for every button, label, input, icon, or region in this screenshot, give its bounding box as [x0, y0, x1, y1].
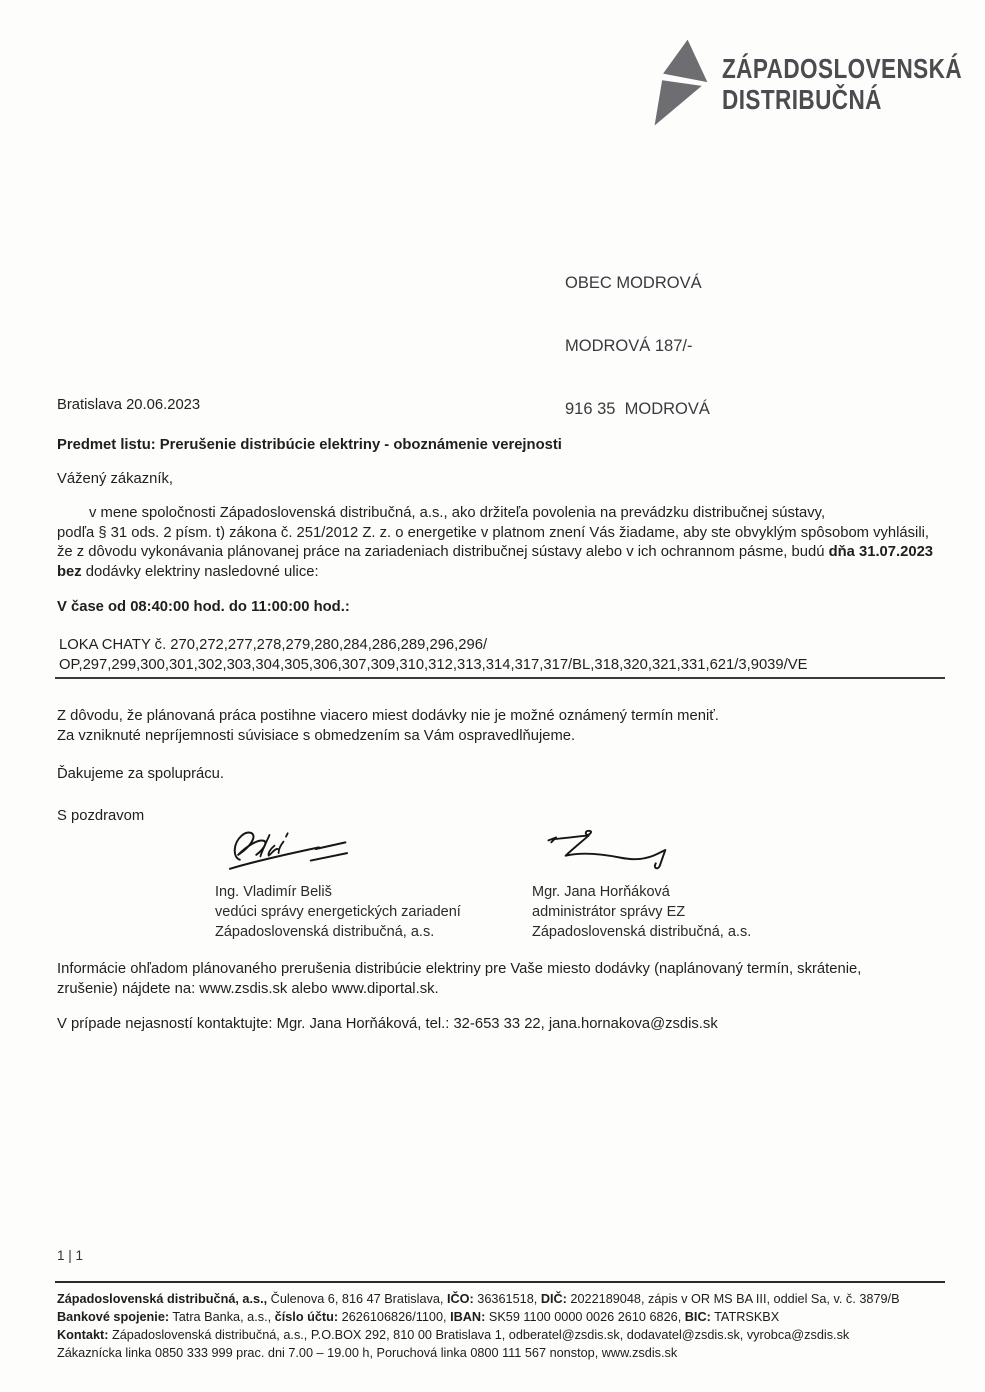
footer-text: TATRSKBX — [710, 1310, 780, 1324]
footer-label-bic: BIC: — [684, 1310, 711, 1324]
footer-divider — [55, 1281, 945, 1283]
contact-line: V prípade nejasností kontaktujte: Mgr. Jana Horňáková, tel.: 32-653 33 22, jana.hornakova@zsdis.sk — [57, 1016, 718, 1032]
footer-label-ico: IČO: — [446, 1292, 474, 1306]
signatory-role: administrátor správy EZ — [532, 904, 686, 920]
paragraph-line — [57, 563, 933, 583]
recipient-line2: MODROVÁ 187/- — [565, 337, 693, 355]
paragraph-line: Z dôvodu, že plánovaná práca postihne viacero miest dodávky nie je možné oznámený termín meniť. — [57, 708, 719, 724]
lightning-bolt-icon — [648, 36, 714, 132]
paragraph-announcement — [57, 504, 933, 582]
company-wordmark — [722, 53, 962, 115]
subject-line: Predmet listu: Prerušenie distribúcie elektriny - oboznámenie verejnosti — [57, 437, 562, 453]
place-date: Bratislava 20.06.2023 — [57, 397, 201, 413]
footer-label-contact: Kontakt: — [57, 1328, 109, 1342]
paragraph-text: že z dôvodu vykonávania plánovanej práce na zariadeniach distribučnej sústavy alebo v ich ochrannom pásme, budú — [57, 544, 829, 560]
signatory-name: Mgr. Jana Horňáková — [532, 884, 670, 900]
salutation: Vážený zákazník, — [57, 471, 173, 487]
footer-text: Tatra Banka, a.s., — [169, 1310, 275, 1324]
footer-text: 2022189048, zápis v OR MS BA III, oddiel Sa, v. č. 3879/B — [566, 1292, 900, 1306]
footer-line4: Zákaznícka linka 0850 333 999 prac. dni 7.00 – 19.00 h, Poruchová linka 0800 111 567 nonstop, www.zsdis.sk — [57, 1346, 678, 1360]
footer-text: 2626106826/1100, — [338, 1310, 451, 1324]
footer-label-account: číslo účtu: — [274, 1310, 339, 1324]
footer-line1 — [57, 1290, 962, 1308]
recipient-address — [565, 231, 710, 462]
signature-image-right — [532, 826, 676, 872]
footer-label-iban: IBAN: — [450, 1310, 486, 1324]
company-name-line2: DISTRIBUČNÁ — [722, 84, 882, 115]
paragraph-apology — [57, 707, 719, 746]
paragraph-line — [57, 543, 933, 563]
info-line1: Informácie ohľadom plánovaného prerušenia distribúcie elektriny pre Vaše miesto dodávky (naplánovaný termín, skrátenie, — [57, 961, 862, 977]
streets-line1: LOKA CHATY č. 270,272,277,278,279,280,284,286,289,296,296/ — [59, 637, 488, 653]
footer-line3 — [57, 1326, 962, 1344]
paragraph-text-bold: bez — [57, 563, 82, 580]
paragraph-line: podľa § 31 ods. 2 písm. t) zákona č. 251/2012 Z. z. o energetike v platnom znení Vás žiadame, aby ste obvyklým spôsobom vyhlásili, — [57, 524, 930, 541]
affected-streets-list — [55, 636, 945, 679]
footer-label-bank: Bankové spojenie: — [57, 1310, 170, 1324]
signature-image-left — [220, 822, 352, 876]
company-name-line1: ZÁPADOSLOVENSKÁ — [722, 53, 963, 84]
info-paragraph — [57, 960, 861, 999]
footer-label-dic: DIČ: — [540, 1292, 567, 1306]
streets-line2: OP,297,299,300,301,302,303,304,305,306,307,309,310,312,313,314,317,317/BL,318,320,321,331,621/3,9039/VE — [55, 656, 945, 680]
footer-company-info — [57, 1290, 962, 1362]
footer-line2 — [57, 1308, 962, 1326]
paragraph-line: Za vzniknuté nepríjemnosti súvisiace s obmedzením sa Vám ospravedlňujeme. — [57, 727, 576, 744]
footer-text: 36361518, — [473, 1292, 541, 1306]
outage-time-range: V čase od 08:40:00 hod. do 11:00:00 hod.: — [57, 599, 350, 615]
page-number: 1 | 1 — [57, 1248, 84, 1263]
closing-line: S pozdravom — [57, 808, 145, 824]
recipient-line1: OBEC MODROVÁ — [565, 274, 702, 292]
info-line2: zrušenie) nájdete na: www.zsdis.sk alebo www.diportal.sk. — [57, 980, 439, 997]
signatory-name: Ing. Vladimír Beliš — [215, 884, 332, 900]
paragraph-line: v mene spoločnosti Západoslovenská distribučná, a.s., ako držiteľa povolenia na prevádzku distribučnej sústavy, — [89, 505, 826, 521]
thanks-line: Ďakujeme za spoluprácu. — [57, 766, 224, 782]
signatory-left — [215, 882, 461, 942]
footer-text: Západoslovenská distribučná, a.s., P.O.BOX 292, 810 00 Bratislava 1, odberatel@zsdis.sk, dodavatel@zsdis.sk, vyrobca@zsdis.sk — [108, 1328, 850, 1342]
signatory-company: Západoslovenská distribučná, a.s. — [532, 924, 752, 940]
footer-company-name: Západoslovenská distribučná, a.s., — [57, 1292, 268, 1306]
outage-date: dňa 31.07.2023 — [828, 544, 934, 560]
footer-text: Čulenova 6, 816 47 Bratislava, — [267, 1292, 447, 1306]
recipient-line3: 916 35 MODROVÁ — [565, 400, 710, 418]
signatory-right — [532, 882, 751, 942]
signatory-company: Západoslovenská distribučná, a.s. — [215, 924, 435, 940]
footer-text: SK59 1100 0000 0026 2610 6826, — [485, 1310, 685, 1324]
paragraph-text: dodávky elektriny nasledovné ulice: — [81, 563, 319, 580]
company-logo — [648, 36, 985, 132]
signatory-role: vedúci správy energetických zariadení — [215, 904, 461, 920]
